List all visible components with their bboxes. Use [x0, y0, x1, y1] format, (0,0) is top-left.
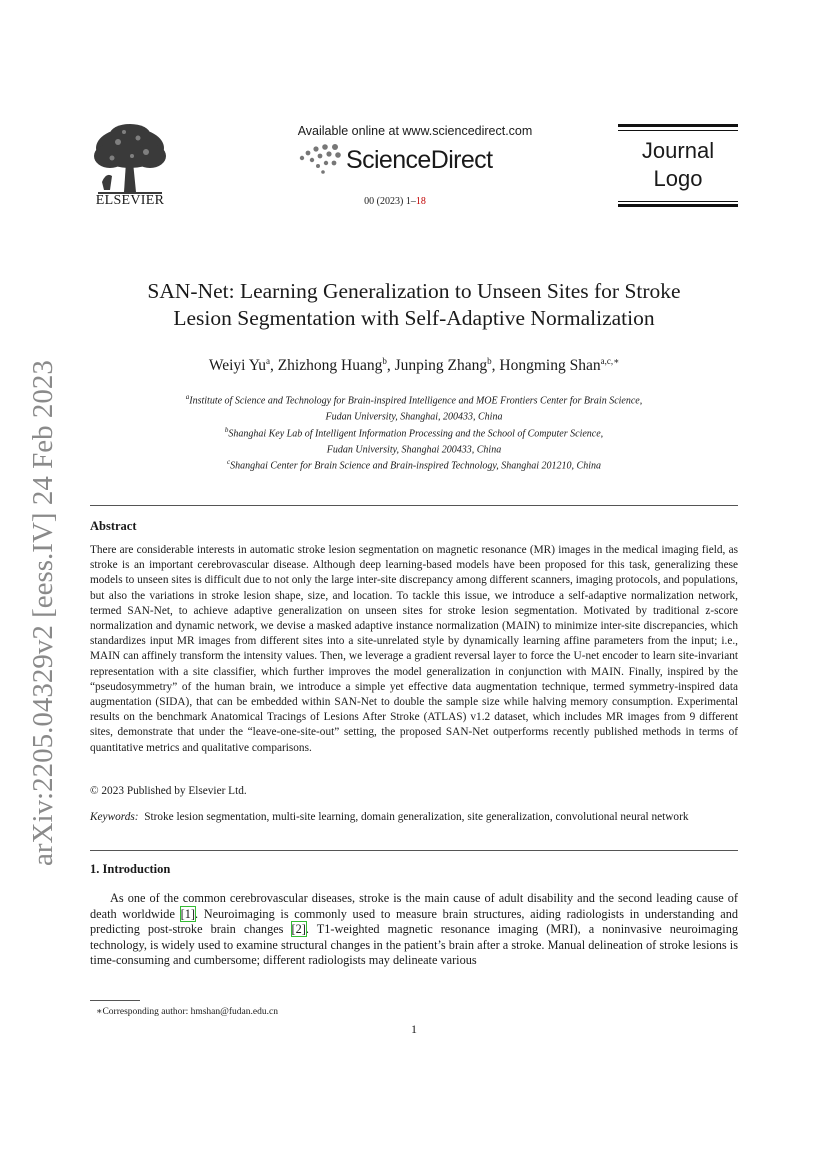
- publisher-name: ELSEVIER: [95, 193, 165, 208]
- author-separator: ,: [269, 357, 278, 375]
- author-affiliation-mark: b: [382, 356, 387, 366]
- paragraph: [90, 891, 738, 969]
- journal-logo-line-1: Journal: [641, 138, 715, 163]
- author-affiliation-mark: b: [487, 356, 492, 366]
- affiliation-text: Shanghai Key Lab of Intelligent Information Processing and the School of Computer Science,: [228, 427, 604, 439]
- journal-logo-rule-bottom-thick: [618, 204, 738, 207]
- abstract-heading: Abstract: [90, 519, 137, 533]
- affiliation-line: [90, 424, 738, 440]
- journal-logo: [618, 137, 738, 193]
- last-page-link[interactable]: 18: [415, 196, 426, 207]
- affiliation-text: Fudan University, Shanghai, 200433, China: [325, 411, 503, 423]
- affiliation-text: Fudan University, Shanghai 200433, China: [326, 444, 502, 456]
- author-name: Zhizhong Huang: [277, 357, 383, 375]
- volume-info: [330, 196, 460, 207]
- available-online-line: Available online at www.sciencedirect.com: [297, 124, 533, 138]
- abstract-top-rule: [90, 505, 738, 506]
- abstract-text: There are considerable interests in automatic stroke lesion segmentation on magnetic resonance (MR) images in the medical imaging field, as stroke is an important cerebrovascular disease. Although deep learning-based models have been proposed for this task, generalizing these models to unseen sites is difficult due to not only the large inter-site discrepancy among different scanners, imaging protocols, and populations, but also the variations in stroke lesion shape, size, and location. To tackle this issue, we introduce a self-adaptive normalization network, termed SAN-Net, to achieve adaptive generalization on unseen sites for stroke lesion segmentation. Motivated by traditional z-score normalization and dynamic network, we devise a masked adaptive instance normalization (MAIN) to minimize inter-site discrepancies, which standardizes input MR images from different sites into a site-unrelated style by dynamically learning affine parameters from the input; i.e., MAIN can affinely transform the intensity values. Then, we leverage a gradient reversal layer to force the U-net encoder to learn site-invariant representation with a site classifier, which further improves the model generalization in conjunction with MAIN. Finally, inspired by the “pseudosymmetry” of the human brain, we introduce a simple yet effective data augmentation technique, termed symmetry-inspired data augmentation (SIDA), that can be embedded within SAN-Net to double the sample size while halving memory consumption. Experimental results on the benchmark Anatomical Tracings of Lesions After Stroke (ATLAS) v1.2 dataset, which includes MR images from 9 different sites, demonstrate that under the “leave-one-site-out” setting, the proposed SAN-Net outperforms recently published methods in terms of quantitative metrics and qualitative comparisons.: [90, 544, 738, 754]
- text-run: . T1-weighted magnetic resonance imaging (MRI), a noninvasive neuroimaging technology, is widely used to examine structural changes in the patient’s brain after a stroke. Manual delineation of stroke lesions is time-consuming and cumbersome; different radiologists may delineate various: [90, 922, 739, 968]
- introduction-text: [90, 891, 738, 969]
- affiliation-mark: a: [185, 393, 190, 401]
- section-heading-introduction: 1. Introduction: [90, 862, 171, 876]
- arxiv-stamp: [8, 0, 64, 1171]
- arxiv-stamp-text: arXiv:2205.04329v2 [eess.IV] 24 Feb 2023: [27, 360, 59, 866]
- author: [499, 357, 619, 374]
- affiliation-line: [90, 407, 738, 423]
- affiliation-line: [90, 391, 738, 407]
- journal-logo-rule-bottom-thin: [618, 201, 738, 202]
- keywords-text: Stroke lesion segmentation, multi-site learning, domain generalization, site generalization, convolutional neural network: [144, 811, 689, 823]
- affiliation-text: Institute of Science and Technology for Brain-inspired Intelligence and MOE Frontiers Center for Brain Science,: [189, 395, 643, 407]
- affiliation-line: [90, 456, 738, 472]
- journal-logo-line-2: Logo: [653, 166, 703, 191]
- citation-link[interactable]: [1]: [180, 906, 195, 921]
- page-number: 1: [411, 1022, 417, 1036]
- copyright-line: © 2023 Published by Elsevier Ltd.: [90, 785, 247, 797]
- abstract-bottom-rule: [90, 850, 738, 851]
- affiliation-mark: c: [226, 458, 231, 467]
- author: [395, 357, 500, 374]
- affiliation-text: Shanghai Center for Brain Science and Brain-inspired Technology, Shanghai 201210, China: [230, 460, 601, 472]
- text-run: As one of the common cerebrovascular diseases, stroke is the main cause of adult disability and the second leading cause of death worldwide: [90, 891, 738, 921]
- sciencedirect-dots-icon: [298, 144, 344, 176]
- title-line-2: Lesion Segmentation with Self-Adaptive Normalization: [173, 306, 655, 330]
- keywords-label: Keywords:: [90, 811, 139, 823]
- sciencedirect-wordmark: ScienceDirect: [346, 146, 493, 174]
- journal-logo-rule-top-thin: [618, 130, 738, 131]
- title-line-1: SAN-Net: Learning Generalization to Unseen Sites for Stroke: [147, 279, 681, 303]
- author-name: Hongming Shan: [499, 357, 601, 375]
- author: [278, 357, 395, 374]
- citation-link[interactable]: [2]: [291, 922, 306, 937]
- affiliation-mark: b: [224, 425, 229, 434]
- affiliations: [90, 391, 738, 473]
- author-affiliation-mark: a: [265, 356, 270, 366]
- author-name: Junping Zhang: [394, 357, 488, 375]
- volume-prefix: 00 (2023) 1–: [364, 196, 416, 207]
- author-affiliation-mark: a,c,∗: [600, 356, 620, 366]
- journal-logo-rule-top-thick: [618, 124, 738, 127]
- footnote-corresponding-author: ∗Corresponding author: hmshan@fudan.edu.cn: [96, 1007, 278, 1017]
- author-list: [90, 356, 738, 375]
- author-name: Weiyi Yu: [208, 357, 266, 375]
- text-run: . Neuroimaging is commonly used to measure brain structures, aiding radiologists in understanding and predicting post-stroke brain changes: [90, 906, 739, 937]
- keywords: [90, 810, 738, 825]
- footnote-rule: [90, 1000, 140, 1001]
- affiliation-line: [90, 440, 738, 456]
- author-separator: ,: [491, 357, 500, 375]
- author-separator: ,: [386, 357, 395, 375]
- paper-title: [90, 278, 738, 332]
- author: [209, 357, 278, 374]
